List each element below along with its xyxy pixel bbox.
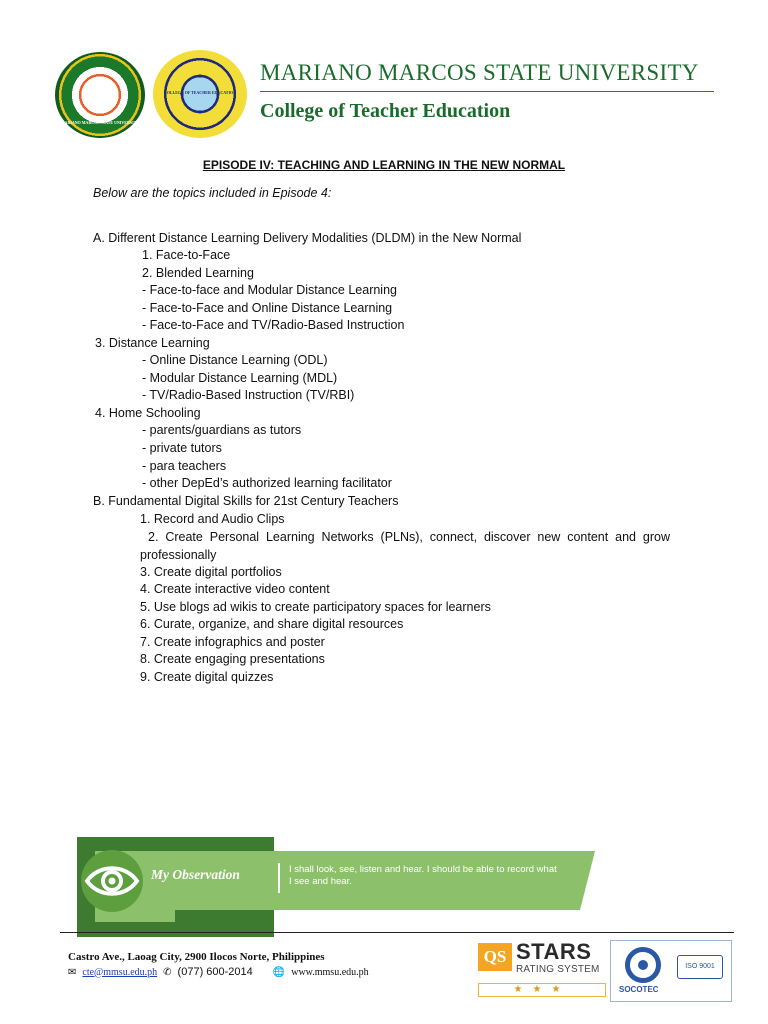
phone-number: (077) 600-2014: [177, 966, 253, 978]
website-link[interactable]: www.mmsu.edu.ph: [291, 966, 369, 978]
list-item: 1. Record and Audio Clips: [140, 512, 285, 526]
list-item: 3. Create digital portfolios: [140, 565, 282, 579]
list-item: 2. Blended Learning: [142, 266, 254, 280]
list-item: 1. Face-to-Face: [142, 248, 231, 262]
cte-seal-text: COLLEGE OF TEACHER EDUCATION: [163, 90, 237, 95]
footer-address: Castro Ave., Laoag City, 2900 Ilocos Norte, Philippines: [68, 951, 325, 963]
list-item: 7. Create infographics and poster: [140, 635, 325, 649]
cte-seal-logo: [153, 50, 247, 138]
section-a-heading: A. Different Distance Learning Delivery Modalities (DLDM) in the New Normal: [93, 231, 522, 245]
list-item: - Modular Distance Learning (MDL): [142, 371, 338, 385]
observation-text: I shall look, see, listen and hear. I should be able to record what I see and hear.: [289, 864, 557, 887]
list-item: - Online Distance Learning (ODL): [142, 353, 328, 367]
iso-label: ISO 9001: [677, 955, 723, 979]
qs-stars-text: STARS: [516, 939, 592, 964]
list-item: - Face-to-Face and TV/Radio-Based Instruction: [142, 318, 405, 332]
qs-rating-text: RATING SYSTEM: [516, 964, 600, 975]
globe-icon: 🌐: [272, 966, 286, 978]
footer-divider: [60, 932, 734, 933]
list-item: 9. Create digital quizzes: [140, 670, 274, 684]
footer-contacts: [68, 966, 369, 978]
list-item: - Face-to-face and Modular Distance Learning: [142, 283, 397, 297]
list-item: - para teachers: [142, 459, 227, 473]
list-item: - private tutors: [142, 441, 222, 455]
mmsu-seal-logo: [55, 52, 145, 138]
mail-icon: ✉: [68, 966, 77, 978]
email-link[interactable]: cte@mmsu.edu.ph: [82, 966, 158, 978]
list-item: - other DepEd’s authorized learning facilitator: [142, 476, 392, 490]
list-item: 4. Create interactive video content: [140, 582, 330, 596]
eye-icon: [81, 850, 143, 912]
mmsu-seal-text: MARIANO MARCOS STATE UNIVERSITY: [60, 120, 140, 125]
banner-divider: [278, 863, 280, 893]
socotec-logo-icon: [625, 947, 661, 983]
list-item: 6. Curate, organize, and share digital resources: [140, 617, 404, 631]
list-item: - parents/guardians as tutors: [142, 423, 302, 437]
observation-banner: [77, 837, 597, 937]
section-b-heading: B. Fundamental Digital Skills for 21st Century Teachers: [93, 494, 399, 508]
university-name: MARIANO MARCOS STATE UNIVERSITY: [260, 60, 699, 85]
list-item: - TV/Radio-Based Instruction (TV/RBI): [142, 388, 355, 402]
list-item: 8. Create engaging presentations: [140, 652, 325, 666]
qs-logo: QS: [478, 943, 512, 971]
list-item: 5. Use blogs ad wikis to create participatory spaces for learners: [140, 600, 491, 614]
observation-title: My Observation: [151, 867, 240, 882]
list-item: - Face-to-Face and Online Distance Learning: [142, 301, 393, 315]
list-item: 2. Create Personal Learning Networks (PLNs), connect, discover new content and grow professionally: [140, 530, 670, 562]
college-name: College of Teacher Education: [260, 100, 511, 122]
list-item: 3. Distance Learning: [95, 336, 210, 350]
header-divider: [260, 91, 714, 92]
intro-text: Below are the topics included in Episode 4:: [93, 186, 332, 200]
qs-stars-badge: [478, 941, 604, 995]
phone-icon: ✆: [163, 966, 172, 978]
episode-title: EPISODE IV: TEACHING AND LEARNING IN THE NEW NORMAL: [202, 158, 566, 172]
socotec-certification-badge: [610, 940, 732, 1002]
socotec-name: SOCOTEC: [619, 985, 659, 994]
list-item: 4. Home Schooling: [95, 406, 201, 420]
qs-star-rating: ★★★: [478, 983, 606, 997]
